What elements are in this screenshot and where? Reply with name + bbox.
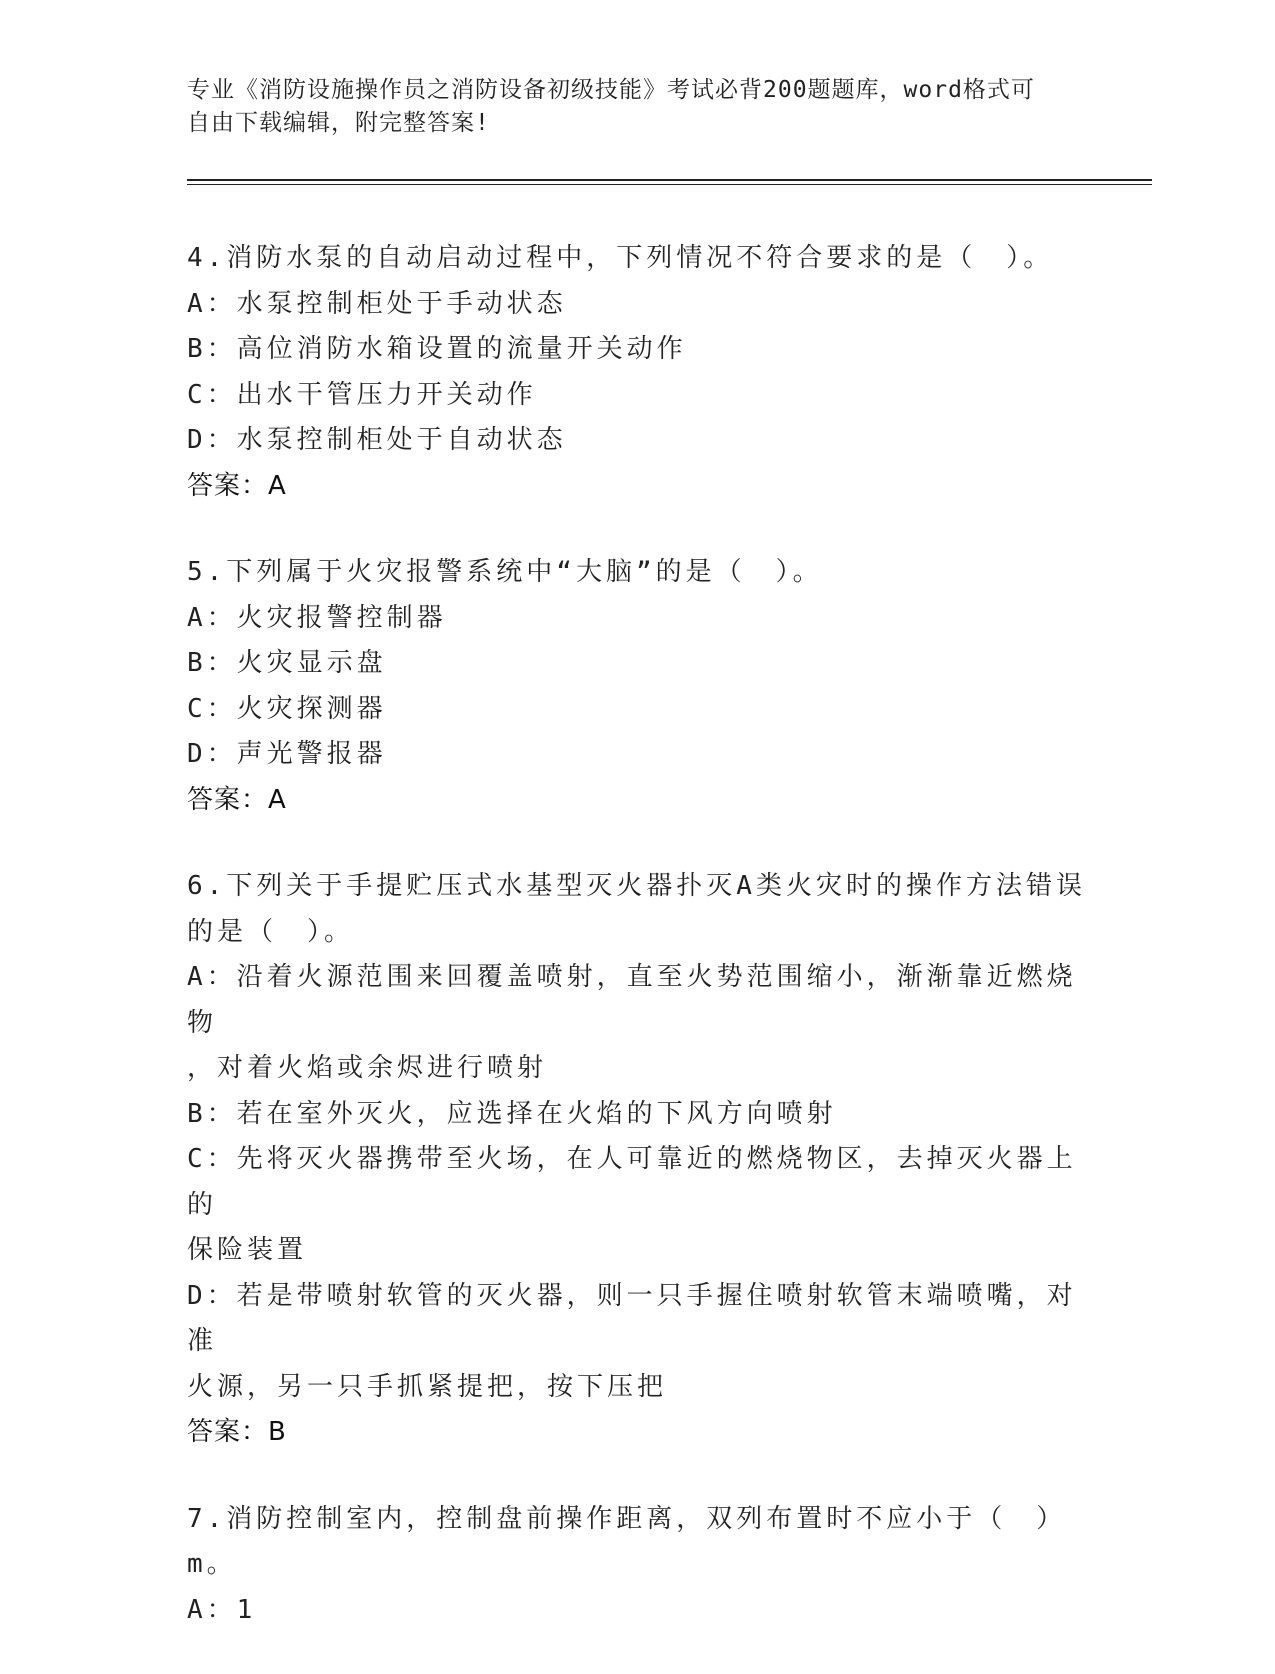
question-7 xyxy=(187,1497,1087,1634)
option-d: D：若是带喷射软管的灭火器，则一只手握住喷射软管末端喷嘴，对准 xyxy=(187,1280,1077,1356)
question-text: 7.消防控制室内，控制盘前操作距离，双列布置时不应小于（ ）m。 xyxy=(187,1503,1067,1579)
question-text-continued: 的是（ ）。 xyxy=(187,916,355,947)
option-c: C：火灾探测器 xyxy=(187,693,387,724)
option-b: B：火灾显示盘 xyxy=(187,648,387,678)
question-6 xyxy=(187,864,1087,1456)
header-rule-thick xyxy=(187,179,1152,181)
header-line-1: 专业《消防设施操作员之消防设备初级技能》考试必背200题题库，word格式可 xyxy=(187,77,1035,103)
option-a: A：水泵控制柜处于手动状态 xyxy=(187,288,567,319)
answer: 答案：A xyxy=(187,470,287,501)
answer: 答案：B xyxy=(187,1417,287,1447)
option-a: A：1 xyxy=(187,1594,257,1625)
option-d-continued: 火源，另一只手抓紧提把，按下压把 xyxy=(187,1371,668,1402)
header-rule-thin xyxy=(187,184,1152,185)
option-c: C：先将灭火器携带至火场，在人可靠近的燃烧物区，去掉灭火器上的 xyxy=(187,1144,1077,1220)
question-list xyxy=(187,236,1087,1674)
question-5 xyxy=(187,550,1087,823)
document-header xyxy=(187,74,1067,140)
option-a: A：沿着火源范围来回覆盖喷射，直至火势范围缩小，渐渐靠近燃烧物 xyxy=(187,962,1077,1038)
question-text: 5.下列属于火灾报警系统中“大脑”的是（ ）。 xyxy=(187,557,823,587)
option-d: D：水泵控制柜处于自动状态 xyxy=(187,425,567,455)
option-d: D：声光警报器 xyxy=(187,739,387,769)
option-b: B：高位消防水箱设置的流量开关动作 xyxy=(187,334,687,364)
answer: 答案：A xyxy=(187,784,287,815)
question-4 xyxy=(187,236,1087,509)
option-c: C：出水干管压力开关动作 xyxy=(187,379,537,410)
option-a: A：火灾报警控制器 xyxy=(187,602,447,633)
option-c-continued: 保险装置 xyxy=(187,1235,308,1265)
question-text: 6.下列关于手提贮压式水基型灭火器扑灭A类火灾时的操作方法错误 xyxy=(187,871,1086,901)
header-line-2: 自由下载编辑，附完整答案! xyxy=(187,110,490,136)
option-a-continued: ，对着火焰或余烬进行喷射 xyxy=(187,1053,548,1083)
option-b: B：若在室外灭火，应选择在火焰的下风方向喷射 xyxy=(187,1098,837,1129)
question-text: 4.消防水泵的自动启动过程中，下列情况不符合要求的是（ ）。 xyxy=(187,243,1054,273)
